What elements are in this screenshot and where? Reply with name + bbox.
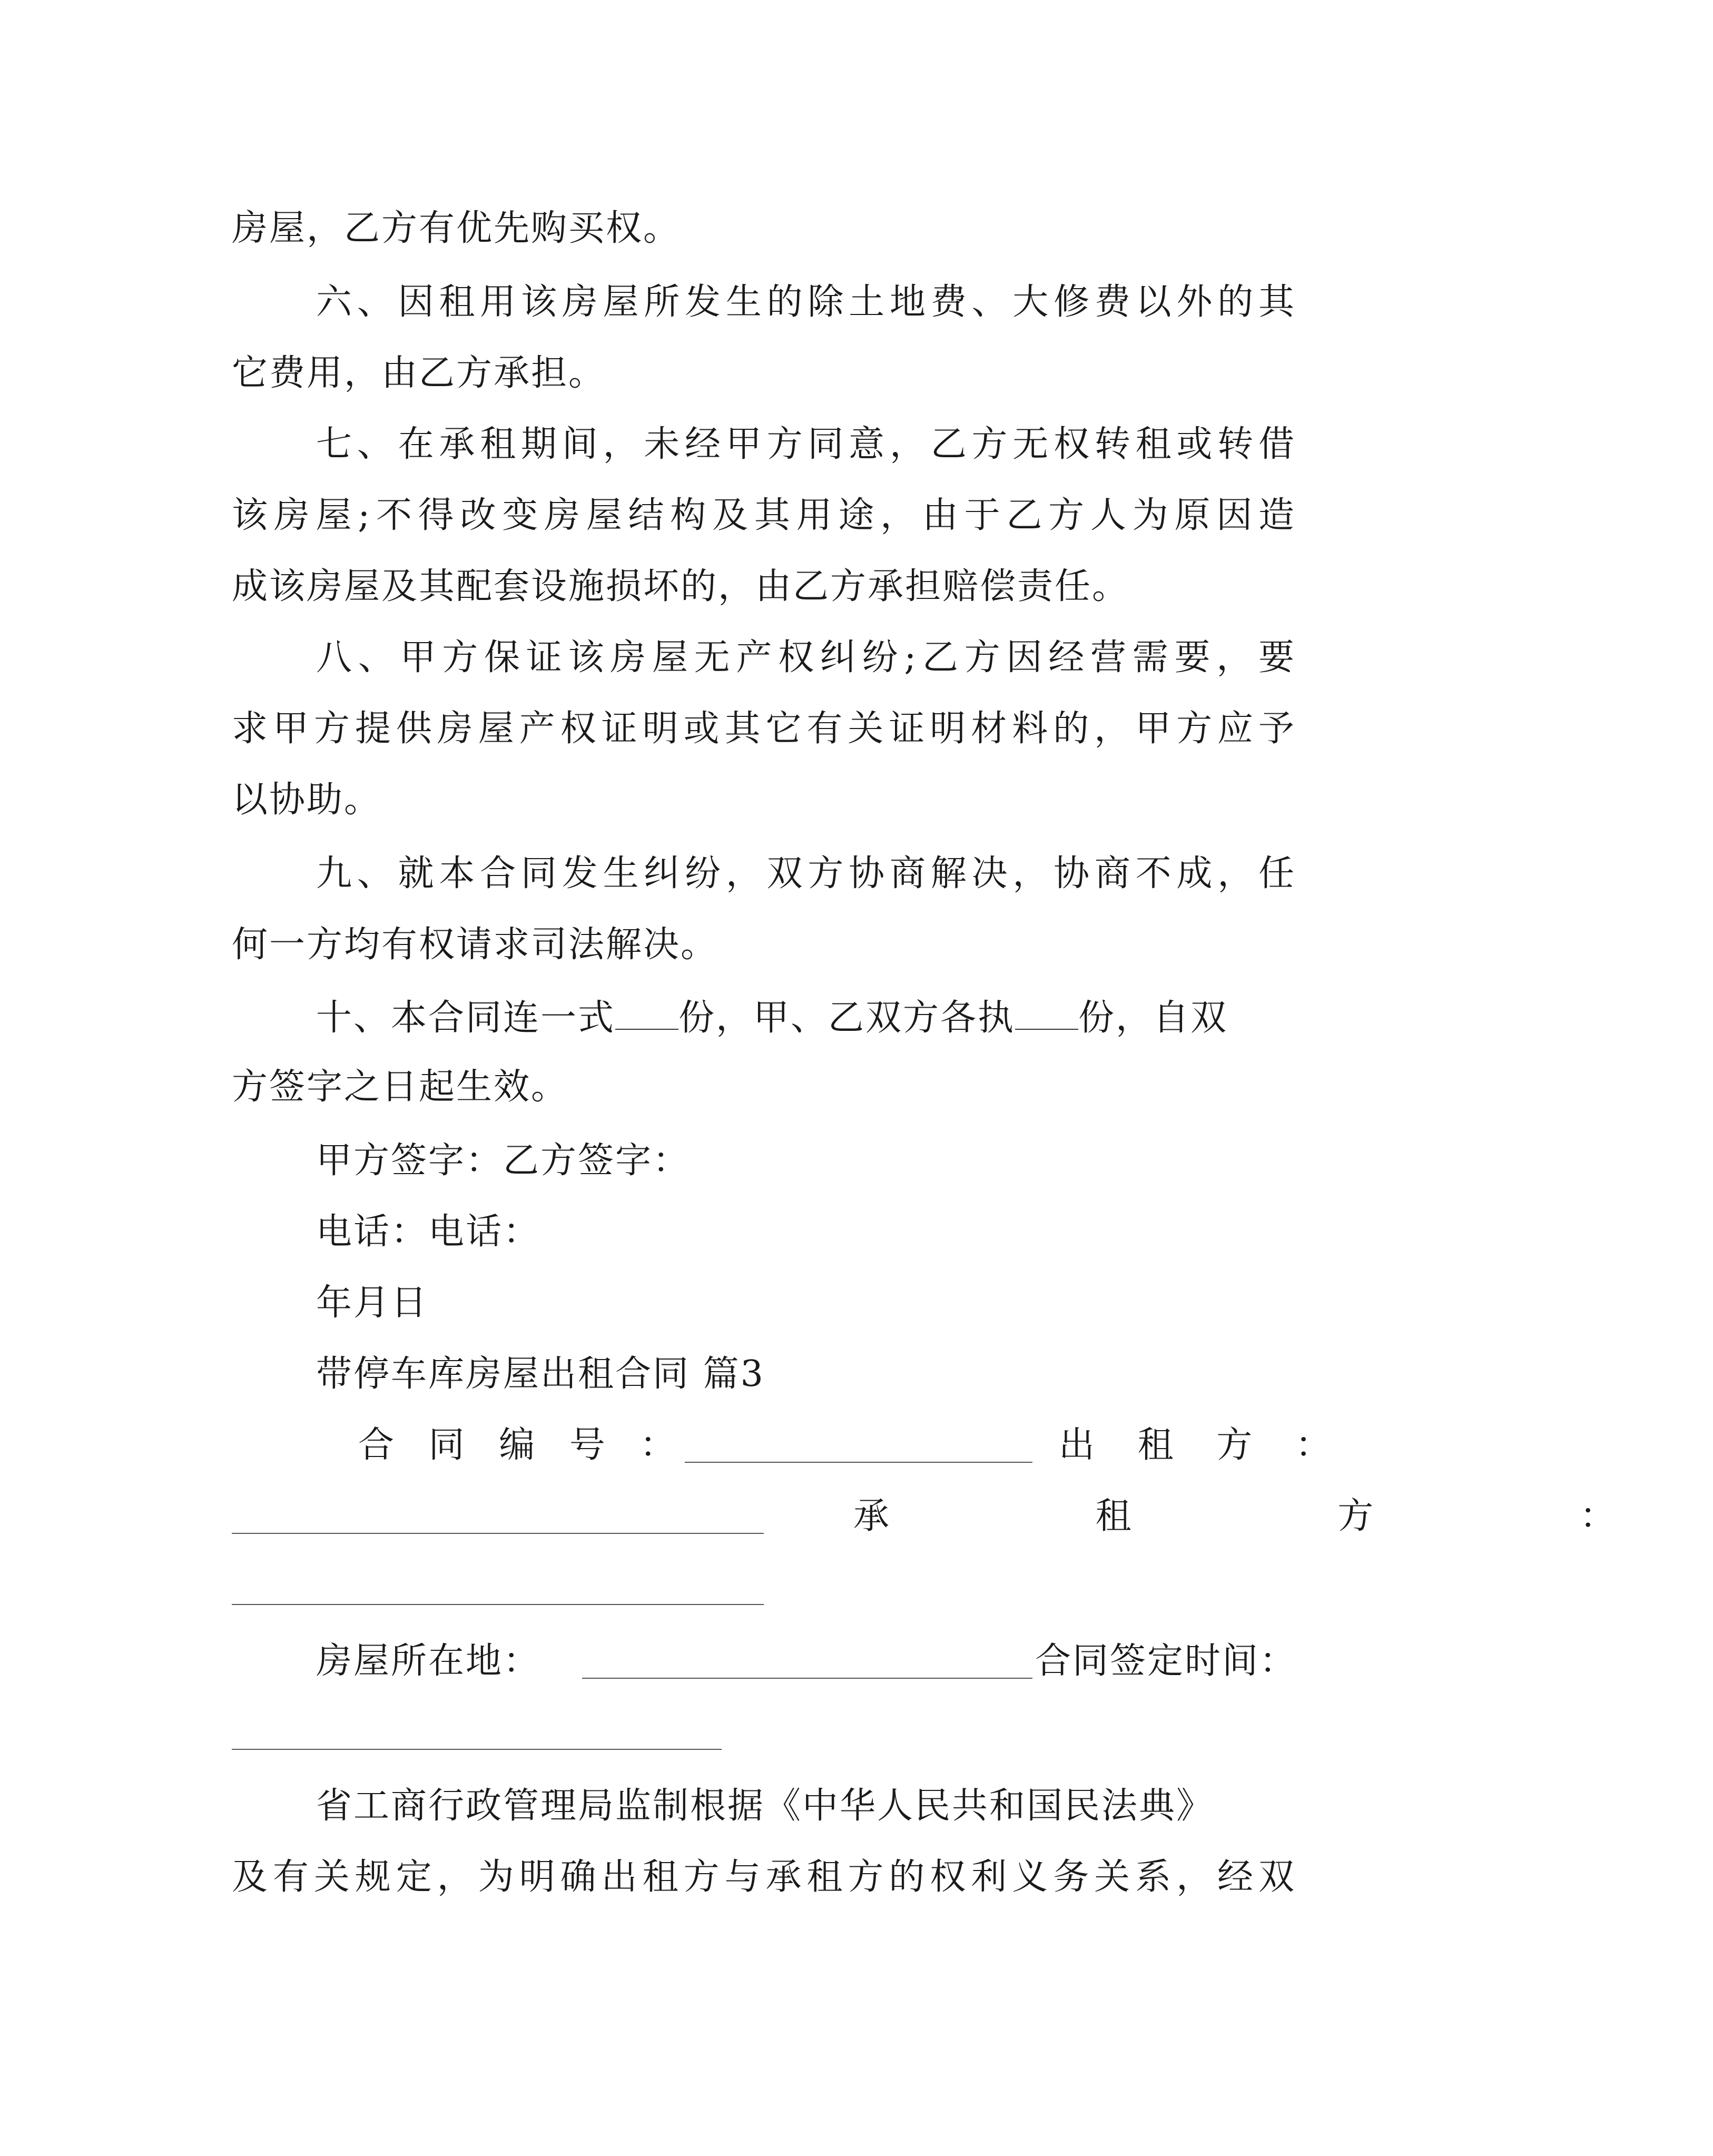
phone-line: 电话：电话： (316, 1211, 541, 1253)
intro-line1: 省工商行政管理局监制根据《中华人民共和国民法典》 (316, 1785, 1214, 1827)
section-title: 带停车库房屋出租合同 篇3 (316, 1353, 765, 1395)
clause10-part1: 十、本合同连一式 (316, 997, 616, 1039)
intro-line2: 及有关规定，为明确出租方与承租方的权利义务关系，经双 (232, 1856, 1296, 1898)
clause8-line2: 求甲方提供房屋产权证明或其它有关证明材料的，甲方应予 (232, 708, 1296, 750)
clause6-line2: 它费用，由乙方承担。 (232, 352, 606, 394)
sign-time-label: 合同签定时间： (1035, 1640, 1297, 1682)
signature-line: 甲方签字：乙方签字： (316, 1140, 691, 1182)
clause10-line1 (316, 997, 1228, 1039)
sign-time-blank (232, 1749, 722, 1750)
lessee-label: 承 租 方 ： (853, 1495, 1713, 1537)
clause10-part2: 份，甲、乙双方各执 (678, 997, 1016, 1039)
location-label: 房屋所在地： (316, 1640, 541, 1682)
clause7-line1: 七、在承租期间，未经甲方同意，乙方无权转租或转借 (316, 424, 1296, 465)
date-line: 年月日 (316, 1282, 429, 1324)
clause10-line2: 方签字之日起生效。 (232, 1066, 569, 1108)
contract-number-blank (685, 1462, 1032, 1463)
clause8-line1: 八、甲方保证该房屋无产权纠纷;乙方因经营需要，要 (316, 637, 1296, 678)
clause9-line2: 何一方均有权请求司法解决。 (232, 924, 718, 966)
copies-total-blank (615, 998, 678, 1030)
location-blank (582, 1678, 1032, 1679)
clause9-line1: 九、就本合同发生纠纷，双方协商解决，协商不成，任 (316, 853, 1296, 894)
clause7-line2: 该房屋;不得改变房屋结构及其用途，由于乙方人为原因造 (232, 495, 1296, 536)
lessor-label: 出 租 方 ： (1059, 1424, 1347, 1466)
clause10-part3: 份，自双 (1078, 997, 1228, 1039)
clause6-line1: 六、因租用该房屋所发生的除土地费、大修费以外的其 (316, 281, 1296, 323)
lessee-blank (232, 1604, 764, 1605)
lessor-blank (232, 1533, 764, 1534)
clause8-line3: 以协助。 (232, 779, 382, 821)
clause5-tail: 房屋，乙方有优先购买权。 (232, 208, 681, 249)
clause7-line3: 成该房屋及其配套设施损坏的，由乙方承担赔偿责任。 (232, 566, 1130, 607)
copies-each-blank (1015, 998, 1078, 1030)
contract-number-label: 合 同 编 号 ： (358, 1424, 687, 1466)
